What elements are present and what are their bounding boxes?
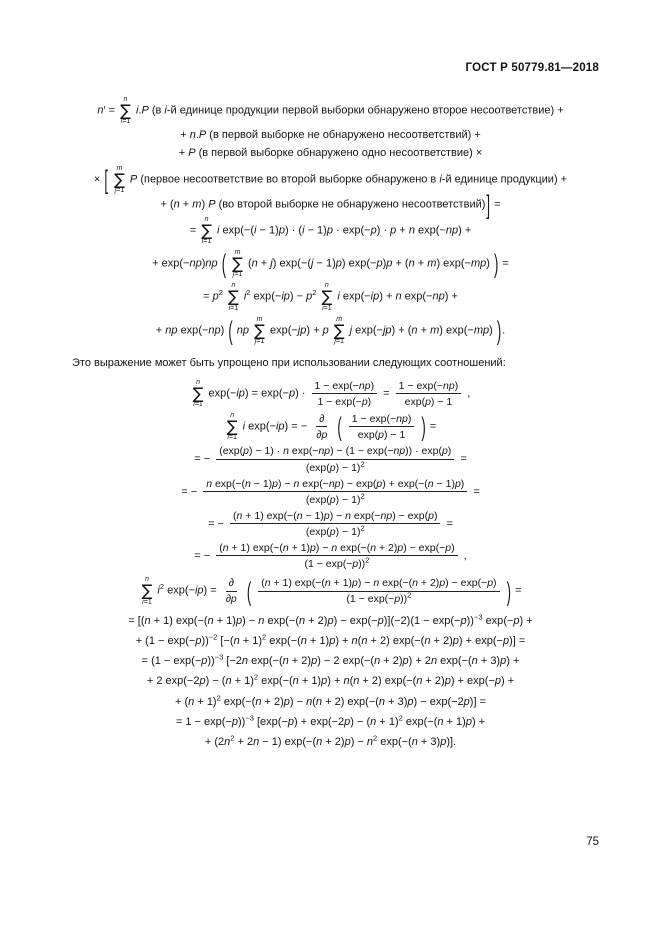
big-delimiter: ( [246,576,252,607]
big-delimiter: ) [506,576,511,607]
formula-line: = $(1 - \exp(-p))^{-3}$ [−2n exp(−(n + 2)p) − 2 exp(−(n + 2)p) + 2n exp(−(n + 3)p) + [141,652,520,668]
formula-line: n ∑ i=1 i exp(−ip) = − $\frac{\partial}{\partial p}$ ( $\frac{1 - \exp(-np)}{\exp(p) - 1}$ ) = [226,411,437,442]
fraction: $\frac{\text{(n + 1) exp(−(n + 1)p) − n exp(−(n + 2)p) − exp(−p)}}{(1 - \exp(-p))^2}$ [258,577,499,605]
fraction: $\frac{\partial}{\partial p}$ [225,576,237,606]
fraction: $\frac{1 - \exp(-np)}{\exp(p) - 1}$ [396,380,462,408]
formula-line: × [ m ∑ j=1 P (первое несоответствие во второй выборке обнаружено в i-й единице продукции) + [93,164,568,195]
formula-line: + P (в первой выборке обнаружено одно несоответствие) × [178,146,483,159]
fraction: $\frac{\text{(n + 1) exp(−(n + 1)p) − n exp(−(n + 2)p) − exp(−p)}}{(1 - \exp(-p))^2}$ [216,542,457,570]
formula-line: n ∑ i=1 exp(−ip) = exp(−p) · $\frac{1 - \exp(-np)}{1 - \exp(-p)}$ = $\frac{1 - \exp(-np)}{\exp(p) - 1}$ , [192,379,471,409]
document-content [0,76,661,750]
big-delimiter: ( [228,315,233,346]
formula-line: + $(2n^2 + 2n - 1) \exp(-(n + 2)p) - n^2$ exp(−(n + 3)p)]. [204,733,457,749]
formula-line: = − $\frac{\text{(n + 1) exp(−(n − 1)p) − n exp(−np) − exp(p)}}{(\exp(p) - 1)^2}$ = [208,509,453,538]
big-delimiter: ( [221,248,227,279]
fraction: $\frac{1 - \exp(-np)}{\exp(p) - 1}$ [349,413,415,441]
formula-line: = n ∑ i=1 i exp(−(i − 1)p) · (i − 1)p · exp(−p) · p + n exp(−np) + [189,216,472,246]
summation-symbol: n ∑ i=1 [226,412,238,442]
summation-symbol: n ∑ i=1 [141,576,153,606]
fraction: $\frac{1 - \exp(-np)}{1 - \exp(-p)}$ [312,380,378,408]
summation-symbol: m ∑ j=1 [232,249,243,279]
summation-symbol: m ∑ j=1 [114,164,125,194]
summation-symbol: n ∑ i=1 [321,282,333,312]
fraction: $\frac{\text{n exp(−(n − 1)p) − n exp(−np) − exp(p) + exp(−(n − 1)p)}}{(\exp(p) - 1)^2}$ [203,478,467,506]
formula-block-expectation-derivation [46,96,615,345]
formula-line: + 2 $\exp(-2p) - (n + 1)^2$ exp(−(n + 1)p) + n(n + 2) exp(−(n + 2)p) + exp(−p) + [146,672,515,688]
intro-paragraph: Это выражение может быть упрощено при использовании следующих соотношений: [72,356,506,369]
big-delimiter: ) [421,411,426,442]
formula-line: n ∑ i=1 $i^2$ exp(−ip) = $\frac{\partial}{\partial p}$ ( $\frac{\text{(n + 1) exp(−(n + 1)p) − n exp(−(n + 2)p) − exp(−p)}}{(1 - \exp(-p))^2}$ ) = [141,576,522,607]
fraction: $\frac{\text{(exp(p) − 1) · n exp(−np) − (1 − exp(−np)) · exp(p)}}{(\exp(p) - 1)^2}$ [216,445,454,473]
formula-line: = − $\frac{\text{(n + 1) exp(−(n + 1)p) − n exp(−(n + 2)p) − exp(−p)}}{(1 - \exp(-p))^2}$ , [194,541,467,570]
page-number: 75 [586,836,599,848]
formula-line: + np exp(−np) ( np m ∑ j=1 exp(−jp) + p m ∑ j=1 j exp(−jp) + (n + m) exp(−mp) ). [155,315,506,346]
formula-line: = − $\frac{\text{(exp(p) − 1) · n exp(−np) − (1 − exp(−np)) · exp(p)}}{(\exp(p) - 1)^2}$ = [194,445,467,474]
summation-symbol: n ∑ i=1 [192,379,204,409]
formula-line: + $(n + 1)^2$ exp(−(n + 2)p) − n(n + 2) exp(−(n + 3)p) − exp(−2p)] = [175,692,486,708]
summation-symbol: m ∑ j=1 [333,315,345,345]
big-delimiter: ( [337,411,342,442]
fraction: $\frac{\partial}{\partial p}$ [316,412,328,441]
standard-number: ГОСТ Р 50779.81—2018 [465,62,599,74]
big-delimiter: [ [104,164,109,195]
formula-block-i-squared-sum [46,576,615,749]
summation-symbol: m ∑ j=1 [254,315,265,345]
formula-line: + n.P (в первой выборке не обнаружено несоответствий) + [180,129,481,142]
summation-symbol: n ∑ i=1 [227,282,239,312]
big-delimiter: ) [494,248,499,279]
formula-line: = − $\frac{\text{n exp(−(n − 1)p) − n exp(−np) − exp(p) + exp(−(n − 1)p)}}{(\exp(p) - 1)^2}$ = [181,477,480,506]
big-delimiter: ] [486,189,491,220]
summation-symbol: n ∑ i=1 [120,96,131,126]
formula-line: + $(1 - \exp(-p))^{-2}$ [$-(n + 1)^2$ exp(−(n + 1)p) + n(n + 2) exp(−(n + 2)p) + exp(−p)] = [135,632,526,647]
document-header [0,0,661,76]
formula-line: n′ = n ∑ i=1 i.P (в i-й единице продукции первой выборки обнаружено второе несоответствие) + [97,96,564,126]
fraction: $\frac{\text{(n + 1) exp(−(n − 1)p) − n exp(−np) − exp(p)}}{(\exp(p) - 1)^2}$ [230,510,440,538]
formula-line: = [(n + 1) exp(−(n + 1)p) − n $\exp(-(n + 2)p) - \exp(-p)](-2)(1 - \exp(-p))^{-3}$ exp(−p) + [128,611,533,627]
formula-line: = 1 − exp(−p))$^{-3}$ [$\exp(-p) + \exp(-2p) - (n + 1)^2$ exp(−(n + 1)p) + [175,713,486,728]
summation-symbol: n ∑ i=1 [201,216,212,246]
big-delimiter: ) [496,315,502,346]
formula-line: + (n + m) P (во второй выборке не обнаружено несоответствий)] = [160,189,501,220]
formula-line: + exp(−np)np ( m ∑ j=1 (n + j) exp(−(j − 1)p) exp(−p)p + (n + m) exp(−mp) ) = [152,248,509,279]
formula-block-sum-relations [46,379,615,570]
formula-line: = $p^2$ n ∑ i=1 $i^2$ $\exp(-ip) - p^2$ n ∑ i=1 i exp(−ip) + n exp(−np) + [203,282,458,312]
